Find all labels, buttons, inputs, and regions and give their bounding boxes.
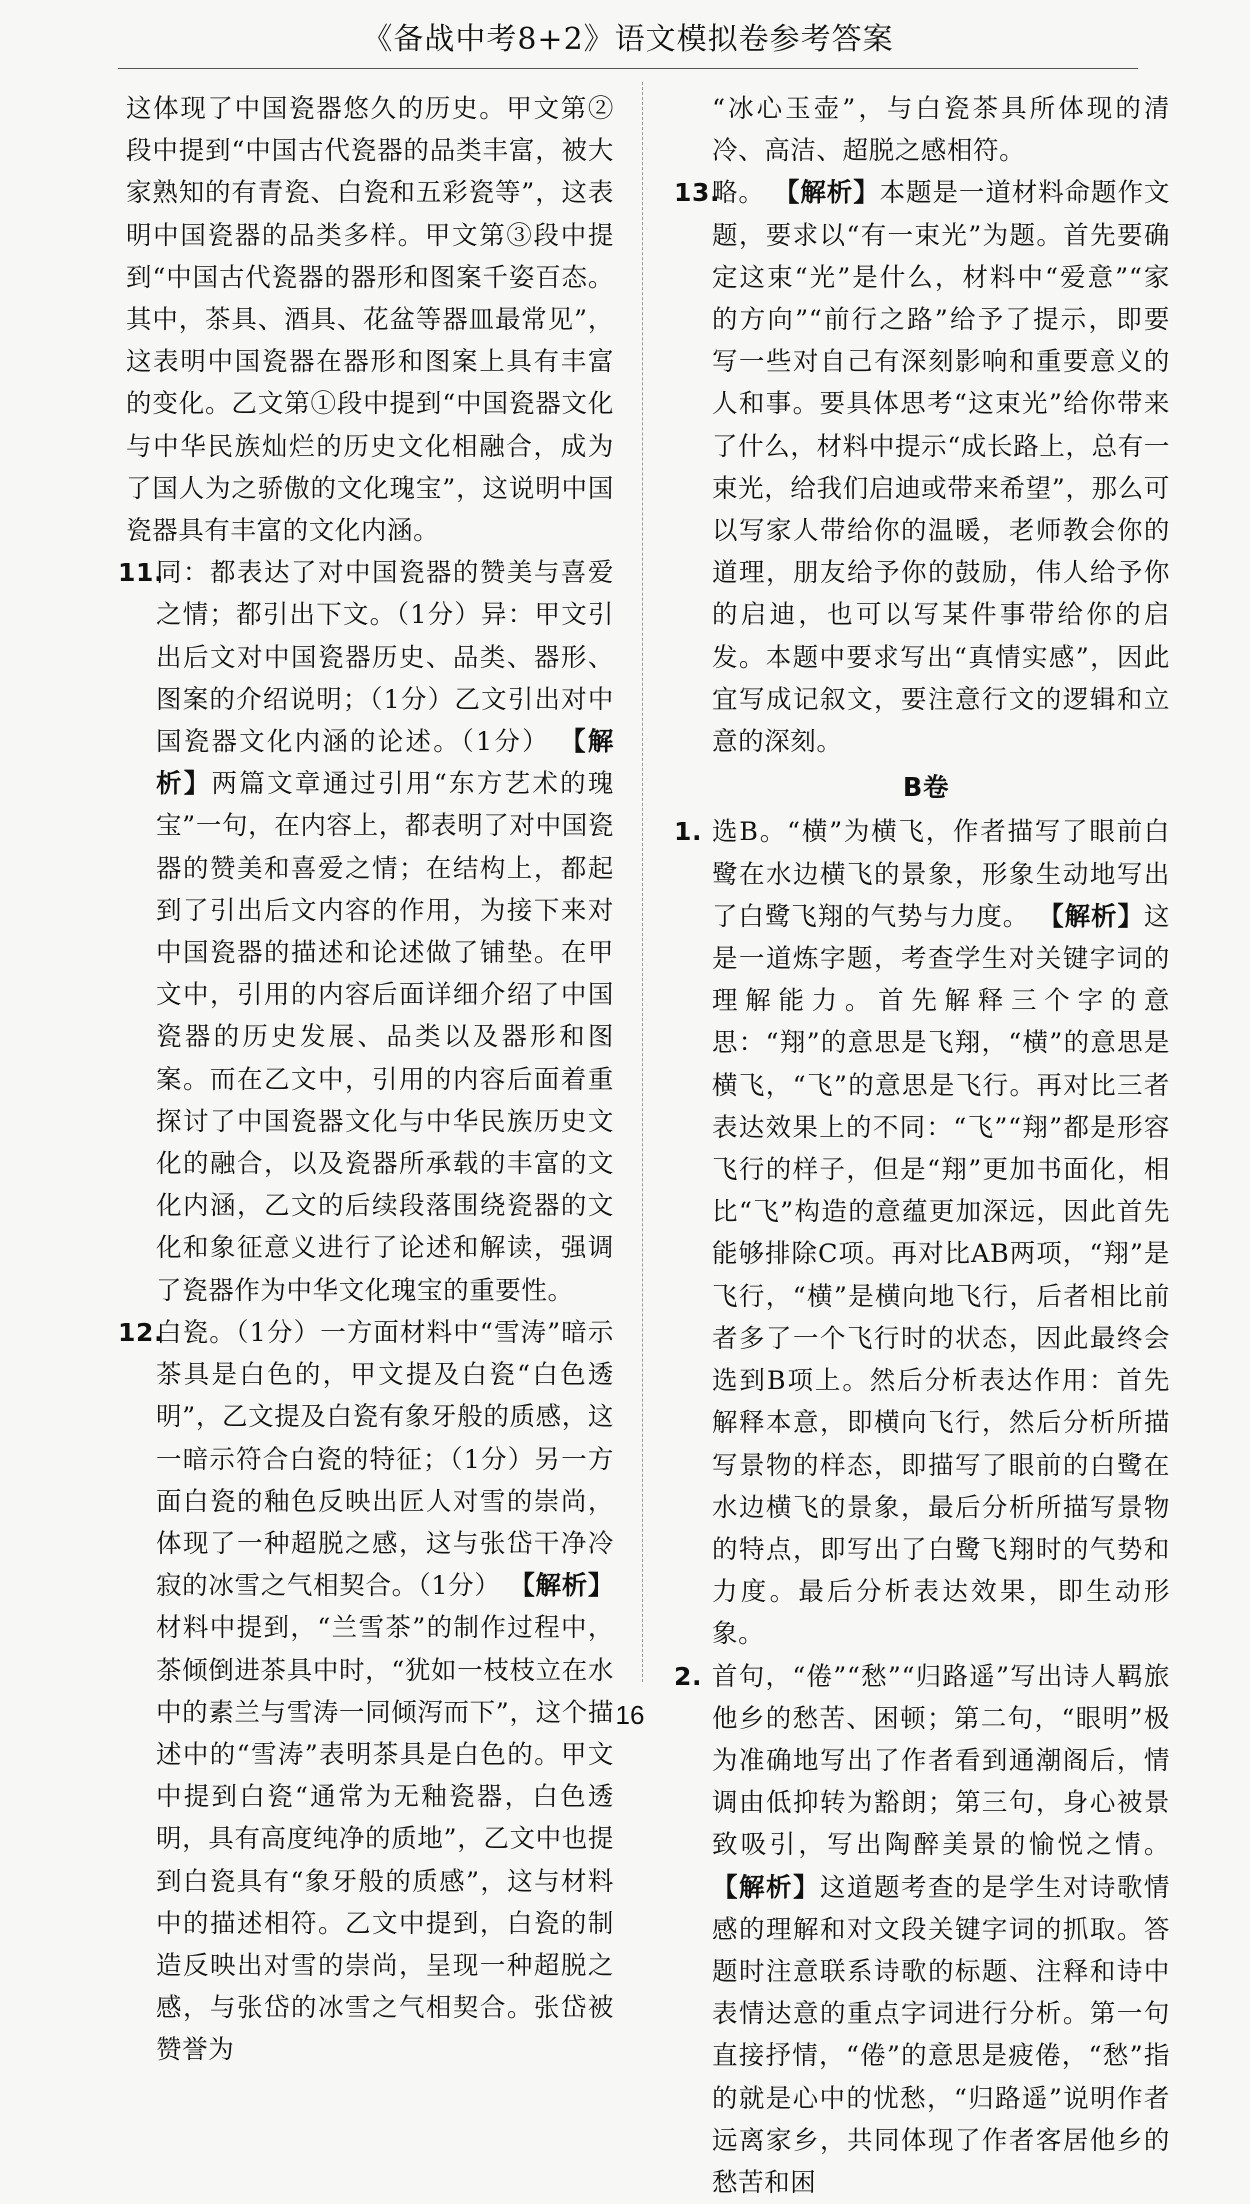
question-number: 12. [118, 1317, 165, 1347]
question-number: 1. [674, 817, 703, 847]
question-number: 11. [118, 558, 165, 588]
analysis-text: 材料中提到，“兰雪茶”的制作过程中，茶倾倒进茶具中时，“犹如一枝枝立在水中的素兰与雪涛一同倾泻而下”，这个描述中的“雪涛”表明茶具是白色的。甲文中提到白瓷“通常为无釉瓷器，白色透明，具有高度纯净的质地”，乙文中也提到白瓷具有“象牙般的质感”，这与材料中的描述相符。乙文中提到，白瓷的制造反映出对雪的崇尚，呈现一种超脱之感，与张岱的冰雪之气相契合。张岱被赞誉为 [156, 1613, 614, 2066]
analysis-tag: 【解析】 [156, 727, 614, 800]
analysis-text: 本题是一道材料命题作文题，要求以“有一束光”为题。首先要确定这束“光”是什么，材料中“爱意”“家的方向”“前行之路”给予了提示，即要写一些对自己有深刻影响和重要意义的人和事。要具体思考“这束光”给你带来了什么，材料中提示“成长路上，总有一束光，给我们启迪或带来希望”，那么可以写家人带给你的温暖，老师教会你的道理，朋友给予你的鼓励，伟人给予你的启迪，也可以写某件事带给你的启发。本题中要求写出“真情实感”，因此宜写成记叙文，要注意行文的逻辑和立意的深刻。 [712, 178, 1170, 758]
analysis-tag: 【解析】 [509, 1571, 614, 1602]
analysis-tag: 【解析】 [712, 1872, 820, 1903]
analysis-text: 这是一道炼字题，考查学生对关键字词的理解能力。首先解释三个字的意思：“翔”的意思是飞翔，“横”的意思是横飞，“飞”的意思是飞行。再对比三者表达效果上的不同：“飞”“翔”都是形容飞行的样子，但是“翔”更加书面化，相比“飞”构造的意蕴更加深远，因此首先能够排除C项。再对比AB两项，“翔”是飞行，“横”是横向地飞行，后者相比前者多了一个飞行时的状态，因此最终会选到B项上。然后分析表达作用：首先解释本意，即横向飞行，然后分析所描写景物的样态，即描写了眼前的白鹭在水边横飞的景象，最后分析所描写景物的特点，即写出了白鹭飞翔时的气势和力度。最后分析表达效果，即生动形象。 [712, 901, 1171, 1650]
analysis-tag: 【解析】 [1038, 901, 1144, 932]
answer-text: 首句，“倦”“愁”“归路遥”写出诗人羁旅他乡的愁苦、困顿；第二句，“眼明”极为准确地写出了作者看到通潮阁后，情调由低抑转为豁朗；第三句，身心被景致吸引，写出陶醉美景的愉悦之情。 [712, 1661, 1170, 1861]
continued-text: “冰心玉壶”，与白瓷茶具所体现的清冷、高洁、超脱之感相符。 [712, 94, 1170, 167]
answer-b1 [674, 811, 1171, 1655]
question-number: 2. [674, 1661, 703, 1691]
analysis-text: 这道题考查的是学生对诗歌情感的理解和对文段关键字词的抓取。答题时注意联系诗歌的标题、注释和诗中表情达意的重点字词进行分析。第一句直接抒情，“倦”的意思是疲倦，“愁”指的就是心中的忧愁，“归路遥”说明作者远离家乡，共同体现了作者客居他乡的愁苦和困 [712, 1872, 1170, 2198]
section-b-heading: B卷 [902, 773, 950, 804]
analysis-text: 两篇文章通过引用“东方艺术的瑰宝”一句，在内容上，都表明了对中国瓷器的赞美和喜爱之情；在结构上，都起到了引出后文内容的作用，为接下来对中国瓷器的描述和论述做了铺垫。在甲文中，引用的内容后面详细介绍了中国瓷器的历史发展、品类以及器形和图案。而在乙文中，引用的内容后面着重探讨了中国瓷器文化与中华民族历史文化的融合，以及瓷器所承载的丰富的文化内涵，乙文的后续段落围绕瓷器的文化和象征意义进行了论述和解读，强调了瓷器作为中华文化瑰宝的重要性。 [156, 769, 614, 1306]
answer-b2 [674, 1656, 1170, 2204]
answer-12 [118, 1312, 614, 2072]
question-number: 13. [674, 178, 721, 208]
continued-paragraph [682, 88, 1170, 172]
answer-text: 选B。“横”为横飞，作者描写了眼前白鹭在水边横飞的景象，形象生动地写出了白鹭飞翔的气势与力度。 [712, 817, 1170, 932]
page-header: 《备战中考8+2》语文模拟卷参考答案 [118, 14, 1138, 69]
intro-paragraph: 这体现了中国瓷器悠久的历史。甲文第②段中提到“中国古代瓷器的品类丰富，被大家熟知的有青瓷、白瓷和五彩瓷等”，这表明中国瓷器的品类多样。甲文第③段中提到“中国古代瓷器的器形和图案千姿百态。其中，茶具、酒具、花盆等器皿最常见”，这表明中国瓷器在器形和图案上具有丰富的变化。乙文第①段中提到“中国瓷器文化与中华民族灿烂的历史文化相融合，成为了国人为之骄傲的文化瑰宝”，这说明中国瓷器具有丰富的文化内涵。 [126, 94, 614, 547]
answer-11 [118, 552, 614, 1312]
right-column [674, 88, 1171, 2204]
page-number: 16 [615, 1700, 645, 1730]
analysis-tag: 【解析】 [773, 178, 880, 209]
column-divider [642, 82, 643, 1682]
answer-text: 略。 [712, 178, 765, 209]
answer-text: 同：都表达了对中国瓷器的赞美与喜爱之情；都引出下文。（1分）异：甲文引出后文对中国瓷器历史、品类、器形、图案的介绍说明；（1分）乙文引出对中国瓷器文化内涵的论述。（1分） [156, 558, 614, 758]
left-column [118, 88, 614, 2072]
answer-13 [674, 172, 1170, 763]
answer-text: 白瓷。（1分）一方面材料中“雪涛”暗示茶具是白色的，甲文提及白瓷“白色透明”，乙文提及白瓷有象牙般的质感，这一暗示符合白瓷的特征；（1分）另一方面白瓷的釉色反映出匠人对雪的崇尚，体现了一种超脱之感，这与张岱干净冷寂的冰雪之气相契合。（1分） [156, 1317, 614, 1602]
